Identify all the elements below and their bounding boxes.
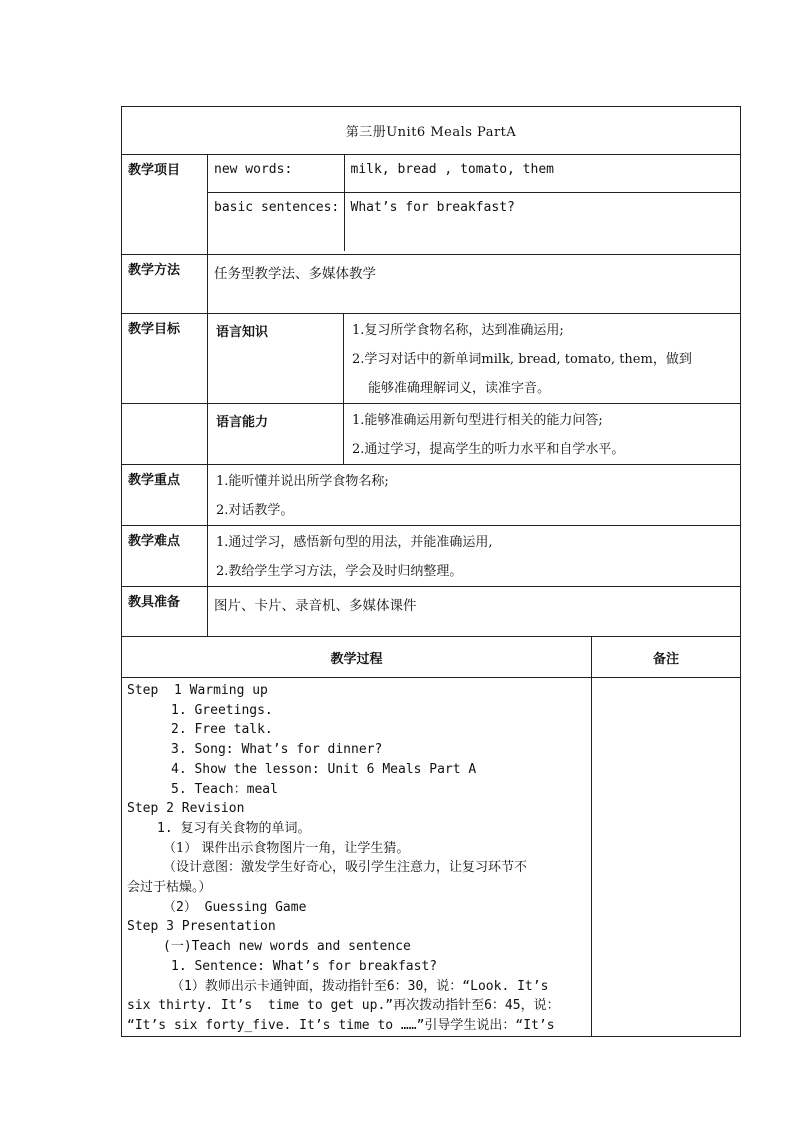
process-line: （1） 课件出示食物图片一角，让学生猜。 (163, 840, 410, 856)
label-key-points: 教学重点 (122, 465, 208, 526)
notes-content (592, 678, 741, 1037)
lesson-plan-page (121, 106, 740, 1037)
notes-header: 备注 (592, 637, 741, 678)
process-line: Step 3 Presentation (127, 919, 276, 935)
difficulty-1: 1.通过学习，感悟新句型的用法，并能准确运用, (216, 535, 493, 550)
knowledge-line-3: 能够准确理解词义，读准字音。 (368, 381, 551, 396)
language-ability-content (344, 404, 741, 465)
language-knowledge-content (344, 314, 741, 404)
new-words-table (208, 155, 740, 251)
label-difficulties: 教学难点 (122, 526, 208, 587)
label-language-ability: 语言能力 (208, 404, 344, 465)
process-line: （2） Guessing Game (163, 899, 307, 915)
key-point-1: 1.能听懂并说出所学食物名称; (216, 474, 389, 489)
key-point-2: 2.对话教学。 (216, 503, 294, 518)
process-line: six thirty. It’s time to get up.”再次拨动指针至6：45，说： (127, 998, 560, 1014)
process-line: 1. Greetings. (171, 702, 273, 718)
process-line: (一)Teach new words and sentence (163, 939, 411, 955)
difficulties-content (208, 526, 741, 587)
process-line: （1）教师出示卡通钟面，拨动指针至6：30，说：“Look. It’s (171, 978, 549, 994)
process-content (122, 678, 592, 1037)
new-words-value: milk, bread , tomato, them (344, 155, 740, 193)
process-header: 教学过程 (122, 637, 592, 678)
ability-line-2: 2.通过学习，提高学生的听力水平和自学水平。 (352, 442, 625, 457)
label-language-knowledge: 语言知识 (208, 314, 344, 404)
page-title: 第三册Unit6 Meals PartA (122, 107, 741, 155)
basic-sentences-label: basic sentences: (208, 193, 344, 252)
ability-line-1: 1.能够准确运用新句型进行相关的能力问答; (352, 413, 603, 428)
empty-label-cell (122, 404, 208, 465)
key-points-content (208, 465, 741, 526)
process-line: 3. Song: What’s for dinner? (171, 742, 383, 758)
process-line: 1. 复习有关食物的单词。 (157, 820, 311, 836)
process-line: “It’s six forty_five. It’s time to ……”引导学生说出：“It’s (127, 1017, 555, 1033)
process-line: 4. Show the lesson: Unit 6 Meals Part A (171, 761, 477, 777)
label-teaching-method: 教学方法 (122, 255, 208, 314)
materials-value: 图片、卡片、录音机、多媒体课件 (208, 587, 741, 637)
label-teaching-goal: 教学目标 (122, 314, 208, 404)
process-line: Step 1 Warming up (127, 683, 268, 698)
lesson-plan-table (121, 106, 741, 1037)
label-materials: 教具准备 (122, 587, 208, 637)
label-teaching-item: 教学项目 (122, 155, 208, 255)
teaching-method-value: 任务型教学法、多媒体教学 (208, 255, 741, 314)
knowledge-line-1: 1.复习所学食物名称，达到准确运用; (352, 323, 564, 338)
difficulty-2: 2.教给学生学习方法，学会及时归纳整理。 (216, 564, 463, 579)
process-line: Step 2 Revision (127, 801, 245, 817)
basic-sentences-value: What’s for breakfast? (344, 193, 740, 252)
process-line: 会过于枯燥。） (127, 880, 212, 896)
knowledge-line-2: 2.学习对话中的新单词milk, bread, tomato, them，做到 (352, 352, 692, 367)
process-line: （设计意图：激发学生好奇心，吸引学生注意力，让复习环节不 (163, 860, 528, 876)
process-line: 2. Free talk. (171, 722, 273, 738)
process-line: 5. Teach：meal (171, 781, 278, 797)
new-words-label: new words: (214, 162, 293, 177)
process-line: 1. Sentence: What’s for breakfast? (171, 958, 438, 974)
